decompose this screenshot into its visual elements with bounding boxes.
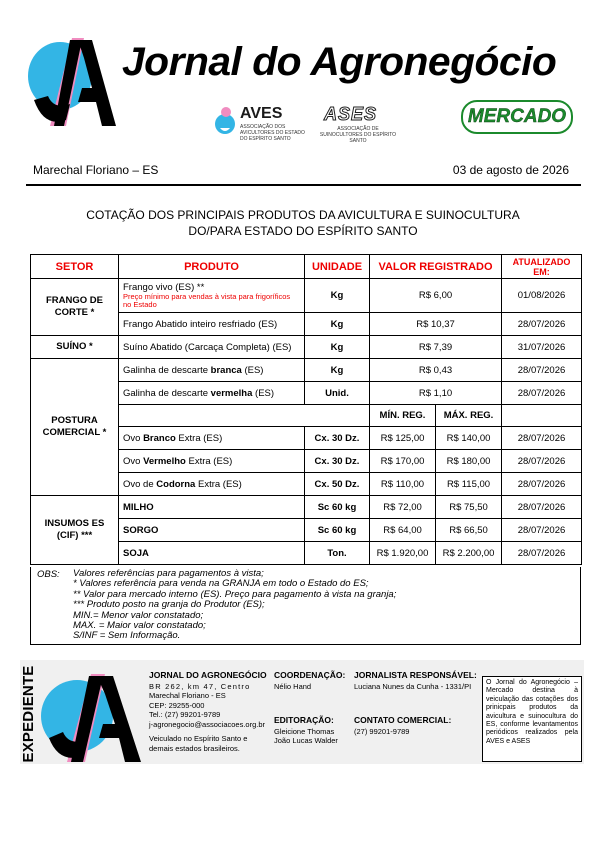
obs-label: OBS: (37, 569, 60, 580)
unit-cell: Cx. 30 Dz. (305, 450, 370, 473)
product-name: Ovo de Codorna Extra (ES) (119, 473, 305, 496)
editoracao-head: EDITORAÇÃO: (274, 715, 334, 725)
document-title (0, 207, 606, 239)
subheader-min: MÍN. REG. (370, 405, 436, 427)
unit-cell: Kg (305, 359, 370, 382)
table-row (31, 496, 582, 519)
jornal-tel: Tel.: (27) 99201-9789 (149, 710, 221, 719)
obs-line: Valores referências para pagamentos à vista; (73, 568, 264, 579)
obs-line: *** Produto posto na granja do Produtor (ES); (73, 599, 265, 611)
subheader-date-spacer (502, 405, 582, 427)
date-cell: 01/08/2026 (502, 279, 582, 313)
unit-cell: Sc 60 kg (305, 519, 370, 542)
sector-frango: FRANGO DE CORTE * (31, 279, 119, 336)
product-name: Galinha de descarte vermelha (ES) (119, 382, 305, 405)
obs-line: MAX. = Maior valor constatado; (73, 620, 206, 632)
footer-about-box: O Jornal do Agronegócio – Mercado destina à veiculação das cotações dos prinicpais produtos da avicultura e suinocultura do ES, conforme levantamentos periódicos realizados pela AVES e ASES (482, 676, 582, 762)
brand-title: Jornal do Agronegócio (122, 40, 557, 84)
date-cell: 28/07/2026 (502, 313, 582, 336)
sector-insumos: INSUMOS ES (CIF) *** (31, 496, 119, 565)
product-name: Galinha de descarte branca (ES) (119, 359, 305, 382)
max-cell: R$ 2.200,00 (436, 542, 502, 565)
unit-cell: Sc 60 kg (305, 496, 370, 519)
min-cell: R$ 72,00 (370, 496, 436, 519)
table-row (31, 359, 582, 382)
mercado-badge (461, 100, 573, 134)
jornalista-head: JORNALISTA RESPONSÁVEL: (354, 670, 477, 680)
table-header-row (31, 255, 582, 279)
obs-line: S/INF = Sem Informação. (73, 630, 181, 642)
ases-logo (318, 104, 397, 144)
editoracao-name: João Lucas Walder (274, 736, 338, 745)
product-name: Ovo Branco Extra (ES) (119, 427, 305, 450)
product-name: Frango Abatido inteiro resfriado (ES) (119, 313, 305, 336)
value-cell: R$ 0,43 (370, 359, 502, 382)
aves-bird-icon (212, 104, 238, 136)
footer-jornalista (354, 671, 484, 691)
unit-cell: Ton. (305, 542, 370, 565)
aves-logo (212, 104, 312, 142)
date-cell: 28/07/2026 (502, 359, 582, 382)
unit-cell: Kg (305, 313, 370, 336)
date-cell: 31/07/2026 (502, 336, 582, 359)
title-line-1: COTAÇÃO DOS PRINCIPAIS PRODUTOS DA AVICULTURA E SUINOCULTURA (86, 208, 520, 222)
header-unidade: UNIDADE (305, 255, 370, 279)
value-cell: R$ 7,39 (370, 336, 502, 359)
product-name: Frango vivo (ES) ** (123, 282, 205, 293)
ases-name: ASES (324, 104, 378, 124)
product-name: Suíno Abatido (Carcaça Completa) (ES) (119, 336, 305, 359)
obs-lines (73, 569, 396, 642)
issue-date: 03 de agosto de 2026 (452, 163, 569, 177)
min-cell: R$ 64,00 (370, 519, 436, 542)
date-cell: 28/07/2026 (502, 542, 582, 565)
coordenacao-name: Nélio Hand (274, 681, 312, 691)
footer-jornal-info (149, 671, 269, 753)
date-cell: 28/07/2026 (502, 382, 582, 405)
expediente-text: EXPEDIENTE (20, 665, 37, 763)
max-cell: R$ 115,00 (436, 473, 502, 496)
date-cell: 28/07/2026 (502, 427, 582, 450)
footer-editoracao (274, 716, 352, 746)
mercado-label: MERCADO (467, 106, 567, 127)
unit-cell: Kg (305, 279, 370, 313)
jornal-coverage: Veiculado no Espírito Santo e demais estados brasileiros. (149, 734, 248, 753)
table-row (31, 279, 582, 313)
date-cell: 28/07/2026 (502, 473, 582, 496)
product-note: Preço mínimo para vendas à vista para frigoríficos no Estado (123, 292, 291, 309)
min-cell: R$ 170,00 (370, 450, 436, 473)
header-produto: PRODUTO (119, 255, 305, 279)
jornal-ja-logo (26, 30, 118, 128)
footer-ja-logo (39, 666, 143, 764)
title-line-2: DO/PARA ESTADO DO ESPÍRITO SANTO (188, 224, 418, 238)
sector-postura: POSTURA COMERCIAL * (31, 359, 119, 496)
obs-line: * Valores referência para venda na GRANJA em todo o Estado do ES; (73, 578, 369, 590)
product-cell (119, 279, 305, 313)
jornal-cep: CEP: 29255-000 (149, 700, 205, 710)
max-cell: R$ 140,00 (436, 427, 502, 450)
date-cell: 28/07/2026 (502, 496, 582, 519)
table-row (31, 336, 582, 359)
comercial-head: CONTATO COMERCIAL: (354, 715, 452, 725)
subheader-max: MÁX. REG. (436, 405, 502, 427)
observations-box (30, 567, 581, 645)
product-name: SOJA (119, 542, 305, 565)
date-cell: 28/07/2026 (502, 450, 582, 473)
max-cell: R$ 180,00 (436, 450, 502, 473)
coordenacao-head: COORDENAÇÃO: (274, 670, 346, 680)
jornal-address: BR 262, km 47, Centro (149, 681, 251, 691)
aves-subtitle: ASSOCIAÇÃO DOS AVICULTORES DO ESTADO DO ESPÍRITO SANTO (240, 124, 305, 142)
editoracao-name: Gleicione Thomas (274, 726, 335, 736)
value-cell: R$ 10,37 (370, 313, 502, 336)
min-cell: R$ 125,00 (370, 427, 436, 450)
jornalista-name: Luciana Nunes da Cunha - 1331/PI (354, 681, 472, 691)
min-cell: R$ 1.920,00 (370, 542, 436, 565)
jornal-email: j-agronegocio@associacoes.org.br (149, 719, 266, 729)
product-name: Ovo Vermelho Extra (ES) (119, 450, 305, 473)
header-divider (26, 184, 581, 186)
subheader-spacer (119, 405, 370, 427)
unit-cell: Cx. 30 Dz. (305, 427, 370, 450)
comercial-phone: (27) 99201-9789 (354, 726, 410, 736)
header-atualizado: ATUALIZADO EM: (502, 255, 582, 279)
ases-subtitle: ASSOCIAÇÃO DE SUINOCULTORES DO ESPÍRITO SANTO (319, 126, 397, 144)
date-cell: 28/07/2026 (502, 519, 582, 542)
value-cell: R$ 6,00 (370, 279, 502, 313)
max-cell: R$ 66,50 (436, 519, 502, 542)
product-name: SORGO (119, 519, 305, 542)
value-cell: R$ 1,10 (370, 382, 502, 405)
header-setor: SETOR (31, 255, 119, 279)
price-table (30, 254, 582, 565)
location: Marechal Floriano – ES (33, 163, 159, 177)
footer-coordenacao (274, 671, 352, 691)
product-name: MILHO (119, 496, 305, 519)
max-cell: R$ 75,50 (436, 496, 502, 519)
unit-cell: Cx. 50 Dz. (305, 473, 370, 496)
min-cell: R$ 110,00 (370, 473, 436, 496)
footer-comercial (354, 716, 474, 736)
jornal-city: Marechal Floriano - ES (149, 691, 226, 700)
obs-line: ** Valor para mercado interno (ES). Preço para pagamento à vista na granja; (73, 588, 397, 600)
obs-line: MIN.= Menor valor constatado; (73, 609, 204, 621)
aves-name: AVES (240, 105, 283, 122)
unit-cell: Kg (305, 336, 370, 359)
sector-suino: SUÍNO * (31, 336, 119, 359)
header-valor: VALOR REGISTRADO (370, 255, 502, 279)
unit-cell: Unid. (305, 382, 370, 405)
expediente-label (19, 664, 39, 764)
jornal-head: JORNAL DO AGRONEGÓCIO (149, 670, 267, 680)
